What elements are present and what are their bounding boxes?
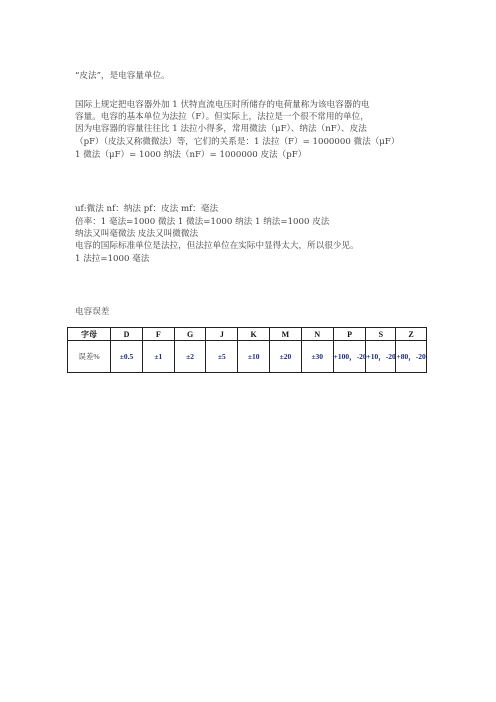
paragraph1-line-1: 国际上规定把电容器外加 1 伏特直流电压时所储存的电荷量称为该电容器的电 [75, 100, 370, 110]
paragraph2-line-3: 纳法又叫毫微法 皮法又叫微微法 [75, 229, 199, 239]
tolerance-table [67, 327, 427, 373]
paragraph1-line-3: 因为电容器的容量往往比 1 法拉小得多，常用微法（μF）、纳法（nF）、皮法 [75, 124, 367, 134]
intro-line: “皮法”，是电容量单位。 [75, 71, 170, 81]
paragraph2-line-4: 电容的国际标准单位是法拉，但法拉单位在实际中显得太大，所以很少见。 [75, 241, 359, 251]
header-cell-j: J [206, 328, 238, 341]
value-cell-n: ±30 [301, 341, 333, 373]
value-cell-g: ±2 [174, 341, 206, 373]
table-header-row [68, 328, 427, 341]
header-cell-d: D [111, 328, 143, 341]
value-cell-f: ±1 [142, 341, 174, 373]
header-cell-p: P [333, 328, 366, 341]
header-cell-g: G [174, 328, 206, 341]
paragraph2-line-5: 1 法拉=1000 毫法 [75, 254, 150, 264]
table-row [68, 341, 427, 373]
paragraph1-line-5: 1 微法（μF）= 1000 纳法（nF）= 1000000 皮法（pF） [75, 150, 307, 160]
paragraph2-line-2: 倍率：1 毫法=1000 微法 1 微法=1000 纳法 1 纳法=1000 皮法 [75, 217, 330, 227]
header-cell-s: S [366, 328, 396, 341]
header-cell-n: N [301, 328, 333, 341]
paragraph1-line-4: （pF）（皮法又称微微法）等，它们的关系是：1 法拉（F）= 1000000 微法（μF） [75, 137, 400, 147]
header-cell-z: Z [396, 328, 427, 341]
header-cell-letter: 字母 [68, 328, 111, 341]
value-cell-m: ±20 [270, 341, 302, 373]
value-cell-z: +80，-20 [396, 341, 427, 373]
header-cell-k: K [238, 328, 270, 341]
paragraph2-line-1: uf:微法 nf：纳法 pf：皮法 mf：毫法 [75, 204, 219, 214]
value-cell-k: ±10 [238, 341, 270, 373]
row-label-tolerance: 误差% [68, 341, 111, 373]
value-cell-d: ±0.5 [111, 341, 143, 373]
tolerance-table-wrapper [67, 327, 427, 373]
value-cell-j: ±5 [206, 341, 238, 373]
table-title: 电容误差 [75, 307, 110, 317]
header-cell-f: F [142, 328, 174, 341]
header-cell-m: M [270, 328, 302, 341]
value-cell-p: +100，-20 [333, 341, 366, 373]
value-cell-s: +10，-20 [366, 341, 396, 373]
paragraph1-line-2: 容量。电容的基本单位为法拉（F）。但实际上，法拉是一个很不常用的单位， [75, 112, 369, 122]
